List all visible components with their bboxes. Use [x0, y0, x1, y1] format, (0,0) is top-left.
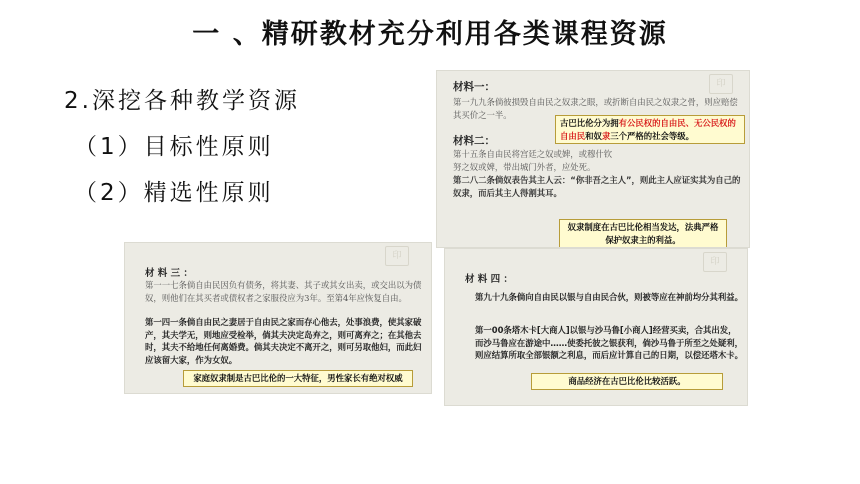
seal-icon: 印 [709, 74, 733, 94]
seal-icon: 印 [703, 252, 727, 272]
material-4-text-100: 第一00条塔木卡[大商人]以银与沙马鲁[小商人]经营买卖，合其出发，而沙马鲁应在游途中……使委托彼之银获利，倘沙马鲁于所至之处疑利，则应结算所取全部银额之利息，而后应计算自己的日期，以偿还塔木卡。 [475, 325, 743, 360]
material-2-text-282: 第二八二条倘奴表告其主人云：“你非吾之主人”，则此主人应证实其为自己的奴隶，而后其主人得割其耳。 [453, 175, 741, 198]
outline [64, 78, 300, 216]
seal-icon: 印 [385, 246, 409, 266]
material-1-text: 第一九九条倘彼损毁自由民之奴隶之眼，或折断自由民之奴隶之骨，则应赔偿其买价之一半。 [453, 97, 738, 120]
material-3-heading: 材 料 三 ： [145, 268, 193, 279]
slavery-note: 奴隶制度在古巴比伦相当发达，法典严格保护奴隶主的利益。 [559, 219, 727, 248]
material-1-heading: 材料一： [453, 81, 495, 93]
material-2-heading: 材料二： [453, 135, 495, 147]
commodity-economy-note: 商品经济在古巴比伦比较活跃。 [531, 373, 723, 390]
material-3-text-117: 第一一七条倘自由民因负有债务，将其妻、其子或其女出卖，或交出以为债奴，则他们在其买者或债权者之家服役应为3年。至第4年应恢复自由。 [145, 280, 422, 303]
outline-item-selection-principle: （2）精选性原则 [74, 180, 274, 206]
material-card-1-2 [436, 70, 750, 248]
material-4-text-99: 第九十九条倘向自由民以银与自由民合伙，则被等应在神前均分其利益。 [475, 292, 743, 302]
material-2-text: 第十五条自由民将宫廷之奴或婢，或穆什钦努之奴或婢，带出城门外者，应处死。 [453, 149, 613, 172]
outline-item-target-principle: （1）目标性原则 [74, 134, 274, 160]
material-card-3 [124, 242, 432, 394]
social-class-note: 古巴比伦分为拥有公民权的自由民、无公民权的自由民和奴隶三个严格的社会等级。 [555, 115, 745, 144]
family-slavery-note: 家庭奴隶制是古巴比伦的一大特征，男性家长有绝对权威 [183, 370, 413, 387]
material-card-4 [444, 248, 748, 406]
outline-item-resources: 2.深挖各种教学资源 [64, 88, 300, 114]
page-title: 一 、精研教材充分利用各类课程资源 [192, 19, 668, 50]
material-3-text-141: 第一四一条倘自由民之妻居于自由民之家而存心他去，处事浪费，使其家破产，其夫学无，则地应受检举，倘其夫决定岛弃之，则可离弃之；在其他去时，其夫不给地任何离婚费。倘其夫决定不离开之，则可另取他妇，而此妇应该留大家，作为女奴。 [145, 317, 422, 365]
material-4-heading: 材 料 四 ： [465, 274, 513, 285]
